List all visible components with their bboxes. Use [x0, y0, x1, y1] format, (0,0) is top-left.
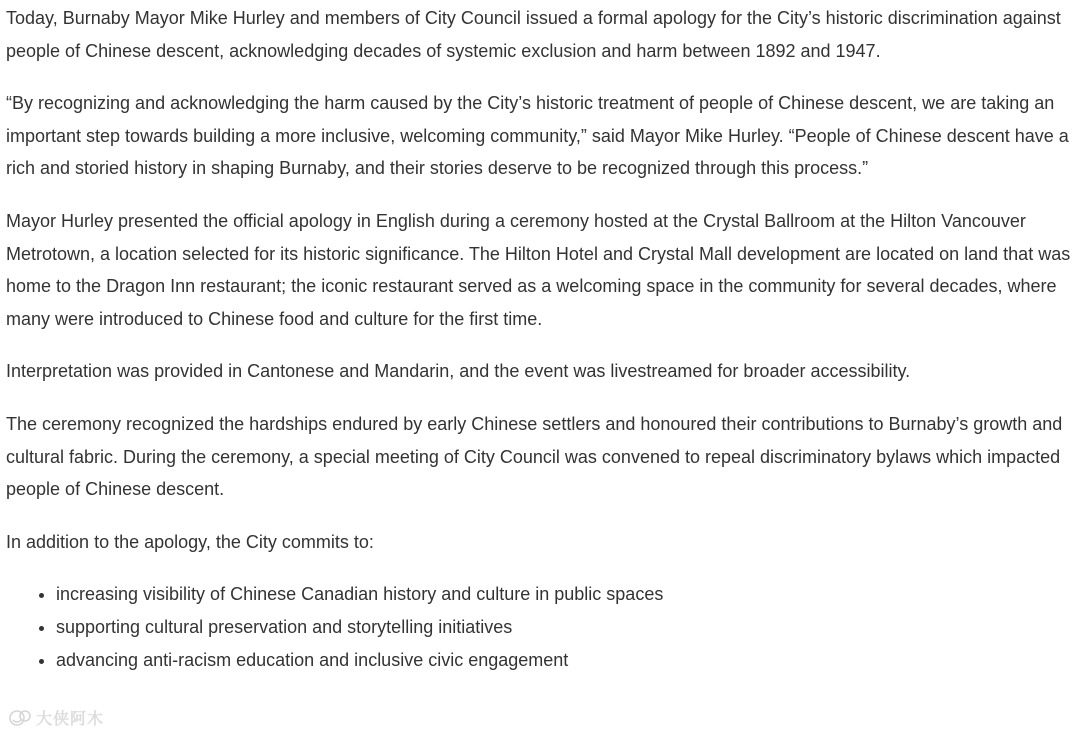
- paragraph-intro: Today, Burnaby Mayor Mike Hurley and members of City Council issued a formal apology for the City’s historic discrimination against people of Chinese descent, acknowledging decades of systemic exclusion and harm between 1892 and 1947.: [6, 8, 1061, 61]
- paragraph-mayor-quote: “By recognizing and acknowledging the harm caused by the City’s historic treatment of people of Chinese descent, we are taking an important step towards building a more inclusive, welcoming community,” said Mayor Mike Hurley. “People of Chinese descent have a rich and storied history in shaping Burnaby, and their stories deserve to be recognized through this process.”: [6, 93, 1069, 179]
- commitments-list: [6, 578, 1072, 676]
- article-body: [6, 2, 1072, 676]
- list-item: • increasing visibility of Chinese Canadian history and culture in public spaces: [56, 578, 1072, 611]
- list-item: • advancing anti-racism education and inclusive civic engagement: [56, 644, 1072, 677]
- paragraph-interpretation: Interpretation was provided in Cantonese and Mandarin, and the event was livestreamed for broader accessibility.: [6, 361, 911, 382]
- paragraph-commitments-intro: In addition to the apology, the City commits to:: [6, 531, 374, 552]
- paragraph-ceremony-location: Mayor Hurley presented the official apology in English during a ceremony hosted at the Crystal Ballroom at the Hilton Vancouver Metrotown, a location selected for its historic significance. The Hilton Hotel and Crystal Mall development are located on land that was home to the Dragon Inn restaurant; the iconic restaurant served as a welcoming space in the community for several decades, where many were introduced to Chinese food and culture for the first time.: [6, 210, 1071, 329]
- watermark-text: 大侠阿木: [36, 709, 105, 728]
- paragraph-ceremony-recognition: The ceremony recognized the hardships endured by early Chinese settlers and honoured their contributions to Burnaby’s growth and cultural fabric. During the ceremony, a special meeting of City Council was convened to repeal discriminatory bylaws which impacted people of Chinese descent.: [6, 413, 1063, 500]
- watermark: [8, 706, 104, 729]
- watermark-logo-icon: [8, 708, 32, 728]
- list-item: • supporting cultural preservation and storytelling initiatives: [56, 611, 1072, 644]
